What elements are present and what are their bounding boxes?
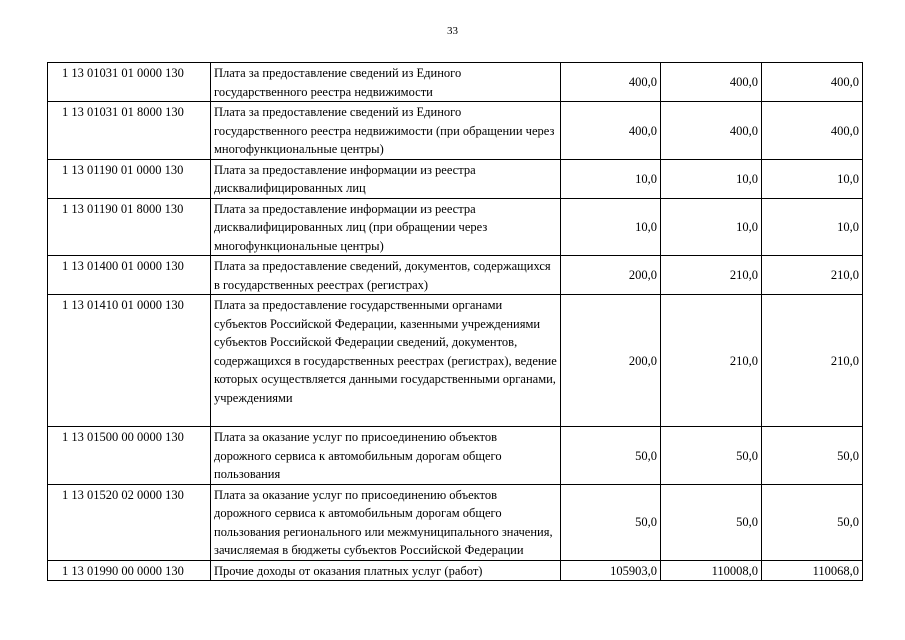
budget-code: 1 13 01400 01 0000 130: [48, 256, 211, 295]
amount-year-2: 10,0: [661, 159, 762, 198]
amount-year-2: 110008,0: [661, 560, 762, 581]
amount-year-2: 400,0: [661, 63, 762, 102]
table-row: [48, 560, 863, 581]
budget-code: 1 13 01031 01 0000 130: [48, 63, 211, 102]
amount-year-1: 105903,0: [561, 560, 661, 581]
table-row: [48, 256, 863, 295]
budget-code: 1 13 01520 02 0000 130: [48, 484, 211, 560]
amount-year-3: 50,0: [762, 427, 863, 485]
revenue-description: Плата за оказание услуг по присоединению объектов дорожного сервиса к автомобильным дорогам общего пользования регионального или межмуниципального значения, зачисляемая в бюджеты субъектов Российской Федерации: [211, 484, 561, 560]
revenue-description: Плата за предоставление информации из реестра дисквалифицированных лиц: [211, 159, 561, 198]
amount-year-1: 200,0: [561, 256, 661, 295]
revenue-description: Плата за предоставление сведений, документов, содержащихся в государственных реестрах (регистрах): [211, 256, 561, 295]
table-row: [48, 484, 863, 560]
revenue-description: Прочие доходы от оказания платных услуг (работ): [211, 560, 561, 581]
budget-code: 1 13 01990 00 0000 130: [48, 560, 211, 581]
amount-year-3: 10,0: [762, 198, 863, 256]
amount-year-3: 400,0: [762, 63, 863, 102]
revenue-table: [47, 62, 863, 581]
amount-year-3: 210,0: [762, 256, 863, 295]
amount-year-1: 50,0: [561, 484, 661, 560]
amount-year-2: 400,0: [661, 102, 762, 160]
revenue-description: Плата за предоставление сведений из Единого государственного реестра недвижимости (при обращении через многофункциональные центры): [211, 102, 561, 160]
amount-year-1: 400,0: [561, 102, 661, 160]
revenue-description: Плата за предоставление государственными органами субъектов Российской Федерации, казенными учреждениями субъектов Российской Федерации сведений, документов, содержащихся в государственных реестрах (регистрах), ведение которых осуществляется данными государственными органами, учреждениями: [211, 295, 561, 427]
amount-year-1: 10,0: [561, 198, 661, 256]
budget-code: 1 13 01410 01 0000 130: [48, 295, 211, 427]
budget-code: 1 13 01500 00 0000 130: [48, 427, 211, 485]
table-row: [48, 427, 863, 485]
revenue-description: Плата за предоставление информации из реестра дисквалифицированных лиц (при обращении через многофункциональные центры): [211, 198, 561, 256]
table-row: [48, 198, 863, 256]
amount-year-2: 50,0: [661, 484, 762, 560]
amount-year-2: 10,0: [661, 198, 762, 256]
amount-year-3: 110068,0: [762, 560, 863, 581]
amount-year-1: 50,0: [561, 427, 661, 485]
amount-year-2: 210,0: [661, 295, 762, 427]
revenue-description: Плата за предоставление сведений из Единого государственного реестра недвижимости: [211, 63, 561, 102]
page-number: 33: [447, 25, 458, 37]
table-row: [48, 159, 863, 198]
table-row: [48, 63, 863, 102]
amount-year-3: 210,0: [762, 295, 863, 427]
amount-year-2: 50,0: [661, 427, 762, 485]
amount-year-3: 10,0: [762, 159, 863, 198]
table-row: [48, 295, 863, 427]
amount-year-1: 400,0: [561, 63, 661, 102]
amount-year-1: 10,0: [561, 159, 661, 198]
budget-code: 1 13 01031 01 8000 130: [48, 102, 211, 160]
table-row: [48, 102, 863, 160]
revenue-description: Плата за оказание услуг по присоединению объектов дорожного сервиса к автомобильным дорогам общего пользования: [211, 427, 561, 485]
budget-code: 1 13 01190 01 8000 130: [48, 198, 211, 256]
amount-year-2: 210,0: [661, 256, 762, 295]
amount-year-3: 400,0: [762, 102, 863, 160]
amount-year-1: 200,0: [561, 295, 661, 427]
budget-code: 1 13 01190 01 0000 130: [48, 159, 211, 198]
amount-year-3: 50,0: [762, 484, 863, 560]
